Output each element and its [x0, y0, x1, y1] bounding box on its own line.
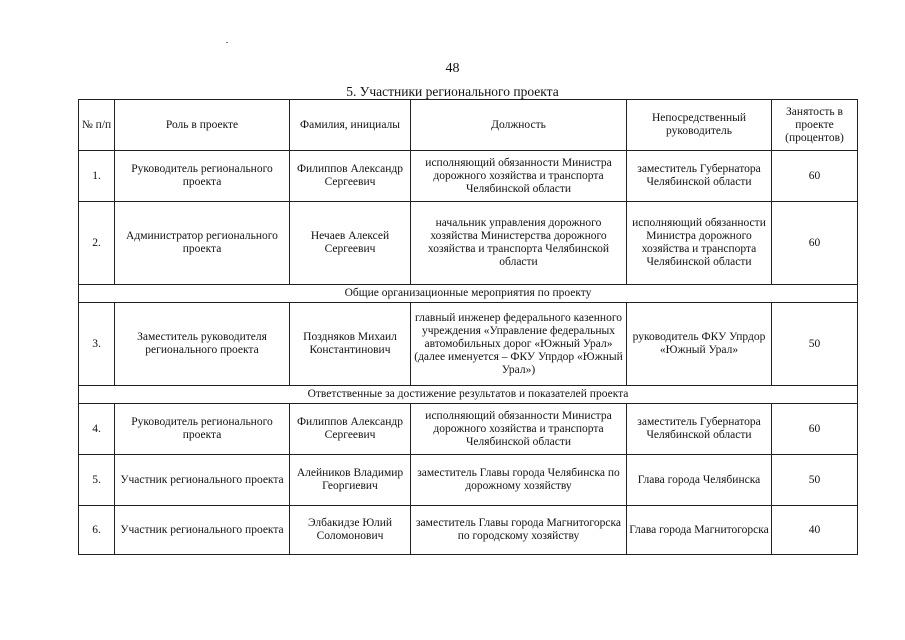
- cell-number: 2.: [79, 202, 115, 285]
- cell-share: 40: [772, 506, 858, 555]
- cell-supervisor: Глава города Челябинска: [627, 455, 772, 506]
- cell-role: Руководитель регионального проекта: [115, 151, 290, 202]
- cell-role: Администратор регионального проекта: [115, 202, 290, 285]
- cell-name: Филиппов Александр Сергеевич: [290, 404, 411, 455]
- cell-supervisor: Глава города Магнитогорска: [627, 506, 772, 555]
- section-heading-cell: Ответственные за достижение результатов и показателей проекта: [79, 386, 858, 404]
- table-row: [79, 404, 858, 455]
- cell-supervisor: заместитель Губернатора Челябинской области: [627, 151, 772, 202]
- cell-share: 60: [772, 151, 858, 202]
- cell-name: Алейников Владимир Георгиевич: [290, 455, 411, 506]
- cell-number: 4.: [79, 404, 115, 455]
- table-header-row: [79, 100, 858, 151]
- table-row: [79, 506, 858, 555]
- cell-position: исполняющий обязанности Министра дорожного хозяйства и транспорта Челябинской области: [411, 151, 627, 202]
- table-row: [79, 455, 858, 506]
- cell-share: 50: [772, 303, 858, 386]
- cell-role: Участник регионального проекта: [115, 455, 290, 506]
- cell-role: Руководитель регионального проекта: [115, 404, 290, 455]
- table-section-row: [79, 285, 858, 303]
- cell-name: Филиппов Александр Сергеевич: [290, 151, 411, 202]
- page-number: 48: [445, 61, 460, 76]
- cell-name: Элбакидзе Юлий Соломонович: [290, 506, 411, 555]
- header-cell-name: Фамилия, инициалы: [290, 100, 411, 151]
- cell-position: заместитель Главы города Челябинска по дорожному хозяйству: [411, 455, 627, 506]
- cell-supervisor: руководитель ФКУ Упрдор «Южный Урал»: [627, 303, 772, 386]
- cell-number: 3.: [79, 303, 115, 386]
- header-cell-role: Роль в проекте: [115, 100, 290, 151]
- table-section-row: [79, 386, 858, 404]
- cell-supervisor: исполняющий обязанности Министра дорожного хозяйства и транспорта Челябинской области: [627, 202, 772, 285]
- header-cell-share: Занятость в проекте (процентов): [772, 100, 858, 151]
- cell-share: 60: [772, 202, 858, 285]
- section-heading-cell: Общие организационные мероприятия по проекту: [79, 285, 858, 303]
- cell-position: главный инженер федерального казенного учреждения «Управление федеральных автомобильных дорог «Южный Урал» (далее именуется – ФКУ Упрдор «Южный Урал»): [411, 303, 627, 386]
- cell-share: 50: [772, 455, 858, 506]
- header-cell-number: № п/п: [79, 100, 115, 151]
- cell-position: заместитель Главы города Магнитогорска по городскому хозяйству: [411, 506, 627, 555]
- section-title: 5. Участники регионального проекта: [346, 84, 559, 99]
- cell-number: 6.: [79, 506, 115, 555]
- cell-number: 1.: [79, 151, 115, 202]
- header-cell-supervisor: Непосредственный руководитель: [627, 100, 772, 151]
- table-row: [79, 202, 858, 285]
- cell-share: 60: [772, 404, 858, 455]
- table-row: [79, 303, 858, 386]
- header-cell-position: Должность: [411, 100, 627, 151]
- table-row: [79, 151, 858, 202]
- cell-number: 5.: [79, 455, 115, 506]
- cell-name: Нечаев Алексей Сергеевич: [290, 202, 411, 285]
- cell-name: Поздняков Михаил Константинович: [290, 303, 411, 386]
- cell-position: исполняющий обязанности Министра дорожного хозяйства и транспорта Челябинской области: [411, 404, 627, 455]
- cell-role: Заместитель руководителя регионального проекта: [115, 303, 290, 386]
- cell-position: начальник управления дорожного хозяйства Министерства дорожного хозяйства и транспорта Челябинской области: [411, 202, 627, 285]
- scan-speck: [226, 42, 228, 43]
- cell-role: Участник регионального проекта: [115, 506, 290, 555]
- participants-table: [78, 99, 858, 555]
- cell-supervisor: заместитель Губернатора Челябинской области: [627, 404, 772, 455]
